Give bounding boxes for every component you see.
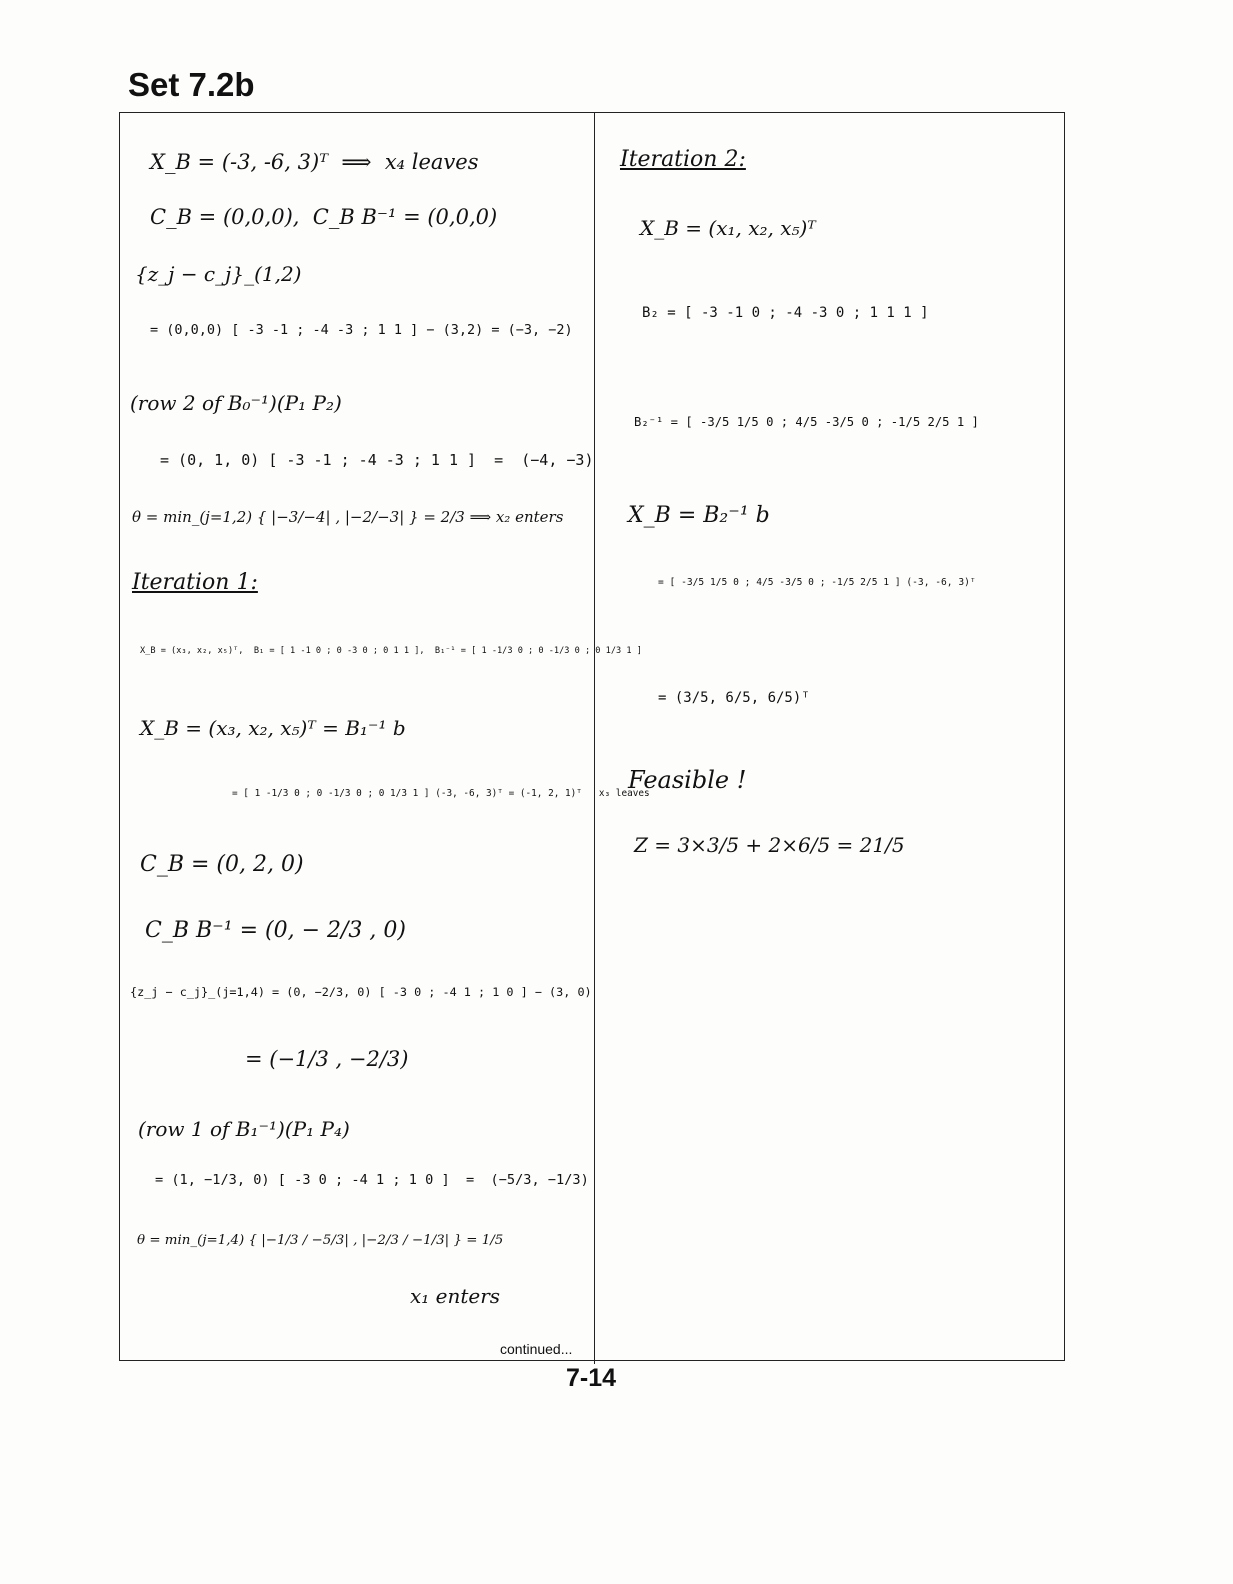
iteration-1-cb: C_B = (0, 2, 0) <box>140 852 304 877</box>
column-divider <box>594 112 595 1364</box>
page-number: 7-14 <box>566 1364 617 1392</box>
iteration-1-cb-binv: C_B B⁻¹ = (0, − 2/3 , 0) <box>145 918 406 943</box>
feasible-note: Feasible ! <box>628 766 747 794</box>
iteration-2-b2-inverse: B₂⁻¹ = [ -3/5 1/5 0 ; 4/5 -3/5 0 ; -1/5 2/5 1 ] <box>634 415 979 429</box>
left-step-basic-solution: X_B = (-3, -6, 3)ᵀ ⟹ x₄ leaves <box>150 150 479 174</box>
iteration-2-xb-value: = (3/5, 6/5, 6/5)ᵀ <box>658 690 810 706</box>
iteration-1-basis-matrices: X_B = (x₃, x₂, x₅)ᵀ, B₁ = [ 1 -1 0 ; 0 -3 0 ; 0 1 1 ], B₁⁻¹ = [ 1 -1/3 0 ; 0 -1/3 0 ; 0 1/3 1 ] <box>140 646 642 656</box>
iteration-2-xb: X_B = (x₁, x₂, x₅)ᵀ <box>640 216 816 240</box>
iteration-1-theta: θ = min_(j=1,4) { |−1/3 / −5/3| , |−2/3 / −1/3| } = 1/5 <box>137 1233 504 1248</box>
iteration-1-reduced-cost-label: {z_j − c_j}_(j=1,4) = (0, −2/3, 0) [ -3 0 ; -4 1 ; 1 0 ] − (3, 0) <box>130 985 592 999</box>
left-step-row2-value: = (0, 1, 0) [ -3 -1 ; -4 -3 ; 1 1 ] = (−4, −3) <box>160 451 594 469</box>
page-title: Set 7.2b <box>128 66 255 103</box>
iteration-2-heading: Iteration 2: <box>620 147 746 172</box>
continued-note: continued... <box>500 1341 573 1357</box>
iteration-2-xb-formula: X_B = B₂⁻¹ b <box>628 503 770 528</box>
left-step-cost-vector: C_B = (0,0,0), C_B B⁻¹ = (0,0,0) <box>150 205 498 229</box>
objective-value: Z = 3×3/5 + 2×6/5 = 21/5 <box>634 833 905 857</box>
iteration-1-heading: Iteration 1: <box>132 570 258 595</box>
left-step-reduced-cost-value: = (0,0,0) [ -3 -1 ; -4 -3 ; 1 1 ] − (3,2) = (−3, −2) <box>150 322 573 338</box>
left-step-theta-1: θ = min_(j=1,2) { |−3/−4| , |−2/−3| } = 2/3 ⟹ x₂ enters <box>132 508 564 526</box>
iteration-1-entering-variable: x₁ enters <box>410 1284 501 1308</box>
iteration-1-reduced-cost-value: = (−1/3 , −2/3) <box>245 1047 409 1071</box>
iteration-1-xb-value: = [ 1 -1/3 0 ; 0 -1/3 0 ; 0 1/3 1 ] (-3, -6, 3)ᵀ = (-1, 2, 1)ᵀ x₃ leaves <box>232 788 650 799</box>
iteration-1-row1-label: (row 1 of B₁⁻¹)(P₁ P₄) <box>138 1117 350 1141</box>
iteration-1-row1-value: = (1, −1/3, 0) [ -3 0 ; -4 1 ; 1 0 ] = (−5/3, −1/3) <box>155 1172 589 1188</box>
iteration-2-b2: B₂ = [ -3 -1 0 ; -4 -3 0 ; 1 1 1 ] <box>642 305 929 321</box>
left-step-row2-label: (row 2 of B₀⁻¹)(P₁ P₂) <box>130 391 342 415</box>
iteration-1-xb-formula: X_B = (x₃, x₂, x₅)ᵀ = B₁⁻¹ b <box>140 716 406 740</box>
left-step-reduced-cost-label: {z_j − c_j}_(1,2) <box>135 262 302 286</box>
iteration-2-xb-product: = [ -3/5 1/5 0 ; 4/5 -3/5 0 ; -1/5 2/5 1 ] (-3, -6, 3)ᵀ <box>658 577 976 588</box>
